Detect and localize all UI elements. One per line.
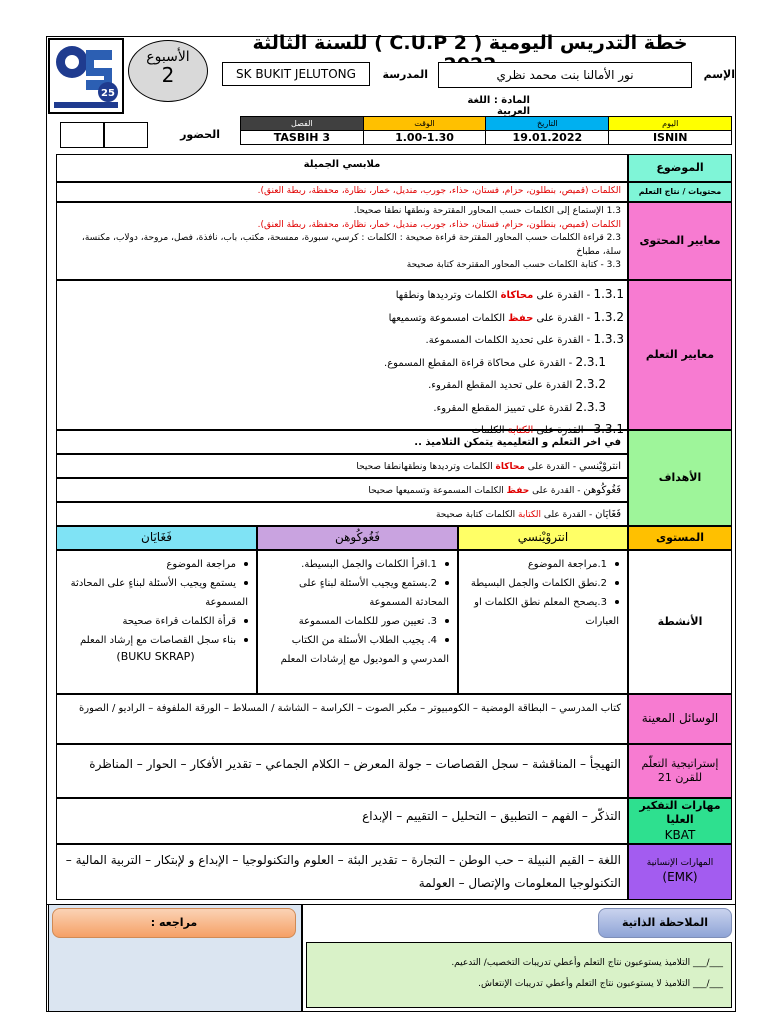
emk-title: المهارات الإنسانية (646, 858, 714, 869)
activity-item: 3. تعيين صور للكلمات المسموعة (264, 612, 451, 631)
emk-value: اللغة – القيم النبيلة – حب الوطن – التجارة – تقدير البئة – العلوم والتكنولوجيا – الإبداع و لإبتكار – التربية المالية – التكنولوجيا المعلومات والإتصال – العولمة (56, 844, 628, 900)
activity-item: 1.مراجعة الموضوع (465, 555, 621, 574)
date-header: التاريخ (486, 117, 609, 131)
level-3-header: فَغَايَان (56, 526, 257, 550)
topic-words: الكلمات (قميص، بنطلون، حزام، فستان، حذاء، جورب، منديل، خمار، نظارة، محفظة، ربطة العنق). (56, 182, 628, 202)
time-value: 1.00-1.30 (363, 131, 486, 145)
emk-sub: (EMK) (662, 870, 698, 885)
activities-label: الأنشطة (628, 550, 732, 694)
content-standard-label: معايير المحتوى (628, 202, 732, 280)
learning-item: 1.3.3 - القدرة على تحديد الكلمات المسموعة. (425, 332, 624, 346)
kbat-title: مهارات التفكير العليا (639, 798, 721, 827)
learning-item: 1.3.2 - القدرة على حفظ الكلمات امسموعة وتسميعها (388, 309, 624, 324)
topic-label: الموضوع (628, 154, 732, 182)
learning-standard-label: معايير التعلم (628, 280, 732, 430)
name-label: الإسم (703, 68, 735, 81)
activity-item: مراجعة الموضوع (63, 555, 250, 574)
activities-level-3 (56, 550, 257, 694)
content-standard-body (56, 202, 628, 280)
attendance-label: الحضور (180, 128, 220, 141)
schedule-table (240, 116, 732, 145)
activity-item: 2.يستمع ويجيب الأسئلة لبناءٍ على المحادثة المسموعة (299, 578, 449, 608)
self-reflection-title: الملاحظة الذاتية (598, 908, 732, 938)
level-2-header: فَغُوكُوهن (257, 526, 458, 550)
activity-item: بناء سجل القصاصات مع إرشاد المعلم (63, 631, 250, 650)
aids-value: كتاب المدرسي – البطاقة الومضية – الكومبيوتر – مكبر الصوت – الكراسة – الشاشة / المسلاط – الورقة الملفوفة – الراديو / الصورة (56, 694, 628, 744)
learning-item: 3.3.1 - القدرة على الكتابة الكلمات (471, 422, 624, 436)
school-label: المدرسة (382, 68, 428, 81)
week-number: 2 (161, 63, 175, 87)
logo-emblem-icon (50, 40, 122, 112)
activity-item: يستمع ويجيب الأسئلة لبناءٍ على المحادثة المسموعة (70, 578, 248, 608)
learning-item: 1.3.1 - القدرة على محاكاة الكلمات وترديدها ونطقها (395, 287, 624, 301)
level-1-header: انتروْيْنسي (458, 526, 628, 550)
time-header: الوقت (363, 117, 486, 131)
content-line-4: 3.3 - كتابة الكلمات حسب المحاور المقترحة كتابة صحيحة (406, 260, 621, 270)
learning-standard-list (200, 284, 624, 442)
topic-value: ملابسي الجميلة (56, 154, 628, 182)
activity-item: قرأة الكلمات قراءة صحيحة (63, 612, 250, 631)
attendance-box-2 (104, 122, 148, 148)
learning-item: 2.3.3 لقدرة على تمييز المقطع المقروء. (433, 399, 606, 414)
learning-item: 2.3.2 القدرة على تحديد المقطع المقروء. (428, 377, 606, 391)
strategy-value: التهيجأ – المناقشة – سجل القصاصات – جولة المعرض – الكلام الجماعي – تقدير الأفكار – الحوار – المناظرة (56, 744, 628, 798)
aids-label: الوسائل المعينة (628, 694, 732, 744)
activity-item: 3.يصحح المعلم نطق الكلمات او العبارات (474, 597, 619, 627)
activity-item: (BUKU SKRAP) (116, 650, 195, 663)
class-value: 3 TASBIH (241, 131, 364, 145)
school-logo (48, 38, 124, 114)
week-indicator (128, 40, 208, 102)
attendance-box-1 (60, 122, 104, 148)
level-label: المستوى (628, 526, 732, 550)
day-value: ISNIN (609, 131, 732, 145)
activity-item: 4. يجيب الطلاب الأسئلة من الكتاب المدرسي و الموديول مع إرشادات المعلم (280, 635, 449, 665)
reflection-notes (306, 942, 732, 1008)
reflection-line-2: ___/___ التلاميذ لا يستوعبون نتاج التعلم وأعطي تدريبات الإنتعاش. (478, 978, 723, 989)
content-line-1: 1.3 الإستماع إلى الكلمات حسب المحاور المقترحة ونطقها نطقا صحيحا. (353, 206, 621, 216)
objective-3: فَغَايَان - القدرة على الكتابة الكلمات كتابة صحيحة (56, 502, 628, 526)
strategy-label: إستراتيجية التعلّم للقرن 21 (628, 744, 732, 798)
kbat-value: التذكّر – الفهم – التطبيق – التحليل – التقييم – الإبداع (56, 798, 628, 844)
teacher-name-field: نور الأمالنا بنت محمد نظري (438, 62, 692, 88)
emk-label (628, 844, 732, 900)
kbat-label (628, 798, 732, 844)
content-line-3: 2.3 قراءة الكلمات حسب المحاور المقترحة قراءة صحيحة : الكلمات : كرسي، سبورة، ممسحة، مكتب، باب، نافذة، فصل، مروحة، دولاب، مكنسة، سلة، مطباخ (81, 233, 621, 257)
learning-item: 2.3.1 - القدرة على محاكاة قراءة المقطع المسموع. (384, 354, 606, 369)
objective-1: انتروْيْنسي - القدرة على محاكاة الكلمات وترديدها ونطقهانطقا صحيحا (56, 454, 628, 478)
review-label: مراجعه : (52, 908, 296, 938)
activity-item: 1.اقرأ الكلمات والجمل البسيطة. (264, 555, 451, 574)
activities-level-2 (257, 550, 458, 694)
reflection-line-1: ___/___ التلاميذ يستوعبون نتاج التعلم وأعطي تدريبات التخصيب/ التدعيم. (451, 958, 723, 968)
school-name-field: SK BUKIT JELUTONG (222, 62, 370, 86)
reflection-lines (307, 943, 731, 994)
objectives-label: الأهداف (628, 430, 732, 526)
activity-item: 2.نطق الكلمات والجمل البسيطة (465, 574, 621, 593)
date-value: 19.01.2022 (486, 131, 609, 145)
activities-level-1 (458, 550, 628, 694)
day-header: اليوم (609, 117, 732, 131)
page-title: خطة التدريس اليومية ( C.U.P 2 ) للسنة الثالثة (252, 32, 688, 54)
logo-number: 25 (101, 88, 115, 99)
week-label: الأسبوع (146, 49, 190, 65)
content-line-2: الكلمات (قميص، بنطلون، حزام، فستان، حذاء، جورب، منديل، خمار، نظارة، محفظة، ربطة العنق). (257, 219, 621, 230)
objective-2: فَغُوكُوهن - القدرة على حفظ الكلمات المسموعة وتسميعها صحيحا (56, 478, 628, 502)
subject-label: المادة : اللغة العربية (467, 95, 530, 117)
kbat-sub: KBAT (664, 827, 696, 842)
objectives-intro: في اخر التعلم و التعليمية يتمكن التلاميذ .. (56, 430, 628, 454)
class-header: الفصل (241, 117, 364, 131)
topic-sub-label: محتويات / نتاج التعلم (628, 182, 732, 202)
